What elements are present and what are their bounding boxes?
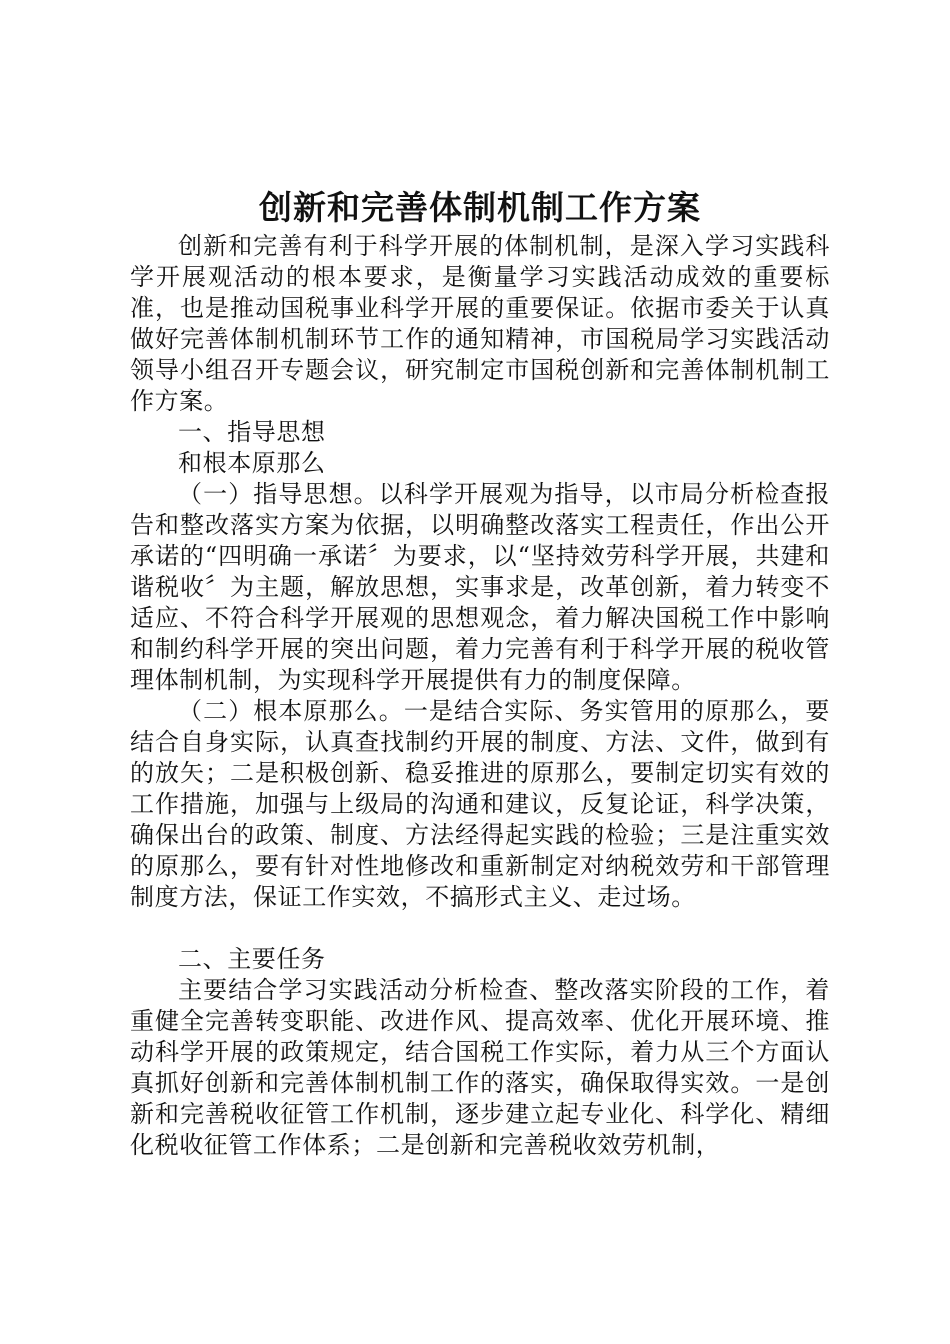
paragraph-gap <box>130 913 830 944</box>
section1-heading-continued: 和根本原那么 <box>178 449 326 477</box>
basic-principles-paragraph: （二）根本原那么。一是结合实际、务实管用的原那么，要结合自身实际，认真查找制约开展的制度、方法、文件，做到有的放矢；二是积极创新、稳妥推进的原那么，要制定切实有效的工作措施，加强与上级局的沟通和建议，反复论证，科学决策，确保出台的政策、制度、方法经得起实践的检验；三是注重实效的原那么，要有针对性地修改和重新制定对纳税效劳和干部管理制度方法，保证工作实效，不搞形式主义、走过场。 <box>130 697 830 911</box>
section2-heading: 二、主要任务 <box>178 945 326 973</box>
document-title: 创新和完善体制机制工作方案 <box>259 188 701 227</box>
intro-paragraph: 创新和完善有利于科学开展的体制机制，是深入学习实践科学开展观活动的根本要求，是衡量学习实践活动成效的重要标准，也是推动国税事业科学开展的重要保证。依据市委关于认真做好完善体制机制环节工作的通知精神，市国税局学习实践活动领导小组召开专题会议，研究制定市国税创新和完善体制机制工作方案。 <box>130 232 830 415</box>
section1-heading: 一、指导思想 <box>178 418 326 446</box>
document-page <box>130 185 830 1161</box>
main-tasks-paragraph: 主要结合学习实践活动分析检查、整改落实阶段的工作，着重健全完善转变职能、改进作风、提高效率、优化开展环境、推动科学开展的政策规定，结合国税工作实际，着力从三个方面认真抓好创新和完善体制机制工作的落实，确保取得实效。一是创新和完善税收征管工作机制，逐步建立起专业化、科学化、精细化税收征管工作体系；二是创新和完善税收效劳机制， <box>130 976 830 1159</box>
guiding-thought-paragraph: （一）指导思想。以科学开展观为指导，以市局分析检查报告和整改落实方案为依据，以明确整改落实工程责任，作出公开承诺的“四明确一承诺〞为要求，以“坚持效劳科学开展，共建和谐税收〞为主题，解放思想，实事求是，改革创新，着力转变不适应、不符合科学开展观的思想观念，着力解决国税工作中影响和制约科学开展的突出问题，着力完善有利于科学开展的税收管理体制机制，为实现科学开展提供有力的制度保障。 <box>130 480 830 694</box>
